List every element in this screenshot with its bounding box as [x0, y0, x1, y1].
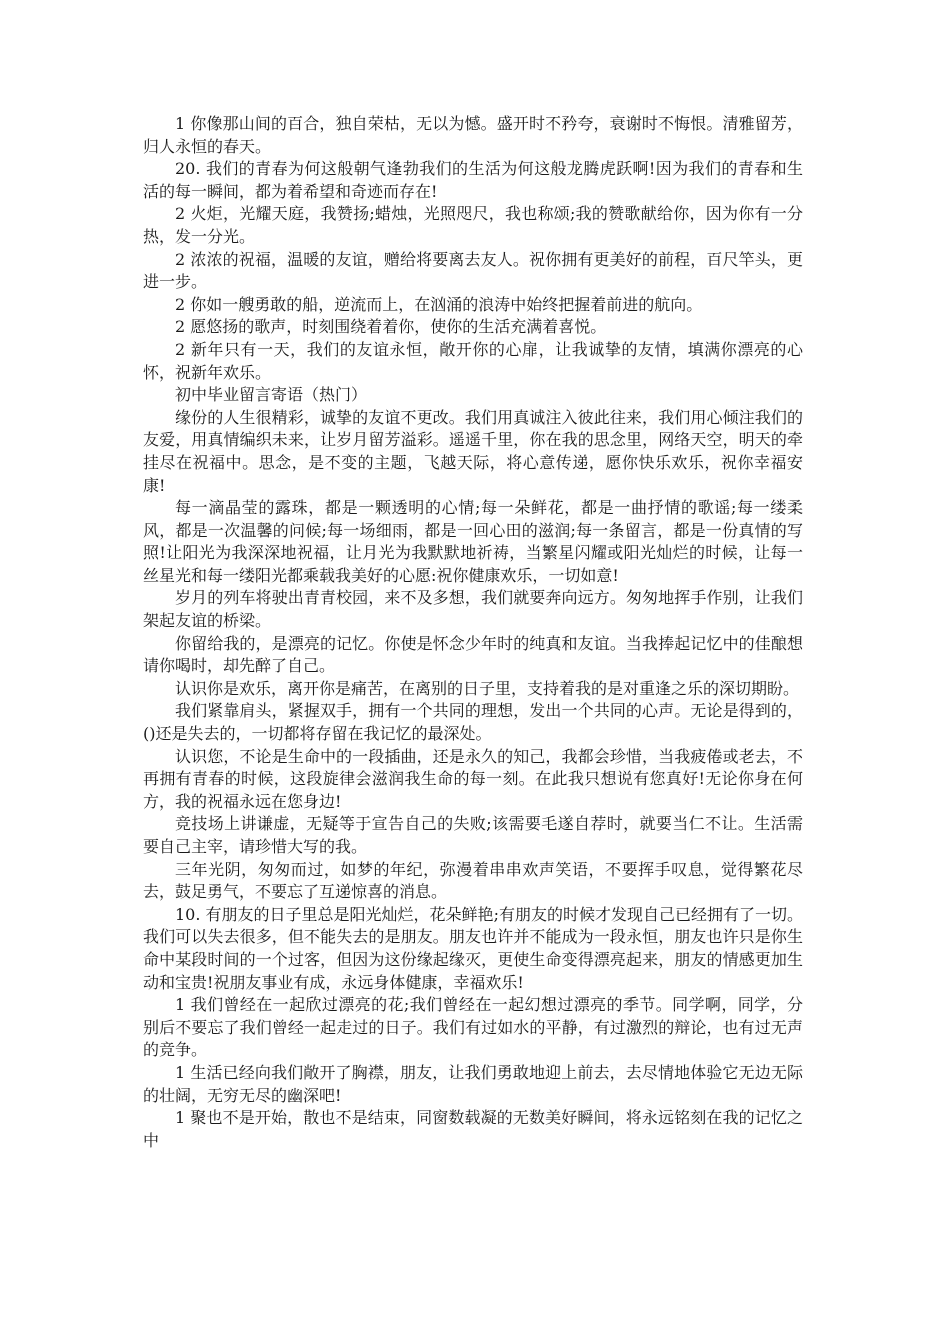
paragraph: 1 你像那山间的百合，独自荣枯，无以为憾。盛开时不矜夸，衰谢时不悔恨。清雅留芳，归人永恒的春天。 [143, 114, 803, 156]
paragraph: 2 浓浓的祝福，温暖的友谊，赠给将要离去友人。祝你拥有更美好的前程，百尺竿头，更进一步。 [143, 249, 803, 292]
paragraph: 1 生活已经向我们敞开了胸襟，朋友，让我们勇敢地迎上前去，去尽情地体验它无边无际的壮阔，无穷无尽的幽深吧! [143, 1062, 803, 1105]
paragraph: 岁月的列车将驶出青青校园，来不及多想，我们就要奔向远方。匆匆地挥手作别，让我们架起友谊的桥梁。 [143, 588, 803, 631]
paragraph: 20. 我们的青春为何这般朝气逢勃我们的生活为何这般龙腾虎跃啊!因为我们的青春和生活的每一瞬间，都为着希望和奇迹而存在! [143, 159, 803, 201]
paragraph: 10. 有朋友的日子里总是阳光灿烂，花朵鲜艳;有朋友的时候才发现自己已经拥有了一切。我们可以失去很多，但不能失去的是朋友。朋友也许并不能成为一段永恒，朋友也许只是你生命中某段时间的一个过客，但因为这份缘起缘灭，更使生命变得漂亮起来，朋友的情感更加生动和宝贵!祝朋友事业有成，永远身体健康，幸福欢乐! [143, 904, 803, 992]
section-heading: 初中毕业留言寄语（热门） [175, 385, 368, 405]
paragraph: 竞技场上讲谦虚，无疑等于宣告自己的失败;该需要毛遂自荐时，就要当仁不让。生活需要自己主宰，请珍惜大写的我。 [143, 814, 803, 856]
paragraph: 认识你是欢乐，离开你是痛苦，在离别的日子里，支持着我的是对重逢之乐的深切期盼。 [175, 678, 800, 698]
paragraph: 1 聚也不是开始，散也不是结束，同窗数载凝的无数美好瞬间，将永远铭刻在我的记忆之中 [143, 1108, 803, 1150]
paragraph: 2 愿悠扬的歌声，时刻围绕着着你，使你的生活充满着喜悦。 [175, 317, 607, 337]
paragraph: 1 我们曾经在一起欣过漂亮的花;我们曾经在一起幻想过漂亮的季节。同学啊，同学，分别后不要忘了我们曾经一起走过的日子。我们有过如水的平静，有过激烈的辩论，也有过无声的竞争。 [143, 995, 803, 1060]
paragraph: 我们紧靠肩头，紧握双手，拥有一个共同的理想，发出一个共同的心声。无论是得到的，()还是失去的，一切都将存留在我记忆的最深处。 [143, 701, 803, 744]
paragraph: 每一滴晶莹的露珠，都是一颗透明的心情;每一朵鲜花，都是一曲抒情的歌谣;每一缕柔风，都是一次温馨的问候;每一场细雨，都是一回心田的滋润;每一条留言，都是一份真情的写照!让阳光为我深深地祝福，让月光为我默默地祈祷，当繁星闪耀或阳光灿烂的时候，让每一丝星光和每一缕阳光都乘载我美好的心愿:祝你健康欢乐，一切如意! [143, 498, 803, 585]
paragraph: 你留给我的，是漂亮的记忆。你使是怀念少年时的纯真和友谊。当我捧起记忆中的佳酿想请你喝时，却先醉了自己。 [143, 633, 803, 676]
paragraph: 2 你如一艘勇敢的船，逆流而上，在汹涌的浪涛中始终把握着前进的航向。 [175, 294, 703, 314]
paragraph: 缘份的人生很精彩，诚挚的友谊不更改。我们用真诚注入彼此往来，我们用心倾注我们的友爱，用真情编织未来，让岁月留芳溢彩。遥遥千里，你在我的思念里，网络天空，明天的牵挂尽在祝福中。思念，是不变的主题，飞越天际，将心意传递，愿你快乐欢乐，祝你幸福安康! [143, 407, 803, 495]
paragraph: 三年光阴，匆匆而过，如梦的年纪，弥漫着串串欢声笑语，不要挥手叹息，觉得繁花尽去，鼓足勇气，不要忘了互递惊喜的消息。 [143, 859, 803, 902]
paragraph: 认识您，不论是生命中的一段插曲，还是永久的知己，我都会珍惜，当我疲倦或老去，不再拥有青春的时候，这段旋律会滋润我生命的每一刻。在此我只想说有您真好!无论你身在何方，我的祝福永远在您身边! [143, 746, 803, 811]
document-body [143, 113, 803, 1152]
paragraph: 2 新年只有一天，我们的友谊永恒，敞开你的心扉，让我诚挚的友情，填满你漂亮的心怀，祝新年欢乐。 [143, 339, 803, 382]
paragraph: 2 火炬，光耀天庭，我赞扬;蜡烛，光照咫尺，我也称颂;我的赞歌献给你，因为你有一分热，发一分光。 [143, 204, 803, 246]
